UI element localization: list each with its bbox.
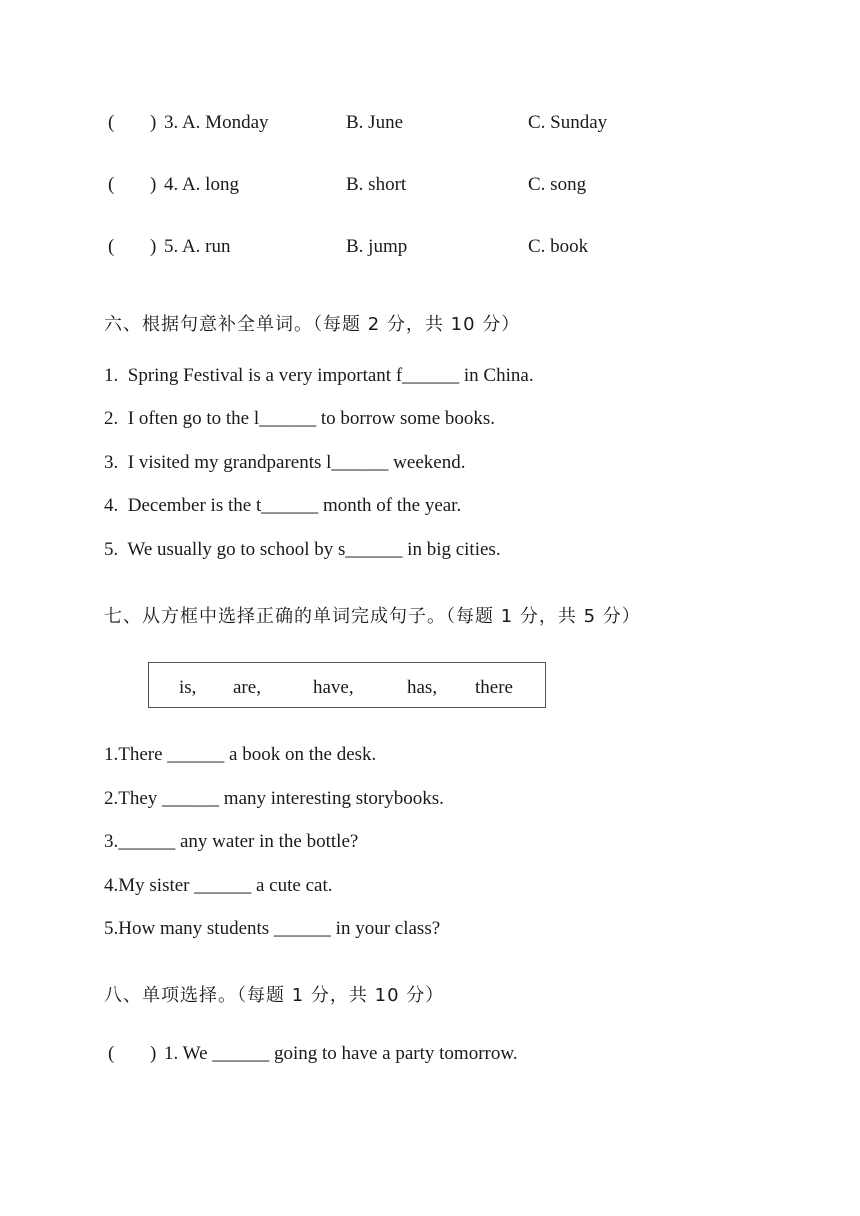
fill-word-item-4: 4. December is the t______ month of the year. <box>104 495 462 516</box>
question-number-option-a: 4. A. long <box>164 174 239 195</box>
answer-paren-open[interactable]: ( <box>108 174 115 195</box>
word-bank-item: is, <box>179 677 197 698</box>
word-bank-item: has, <box>407 677 438 698</box>
section-7-heading: 七、从方框中选择正确的单词完成句子。（每题 1 分，共 5 分） <box>104 606 641 627</box>
option-b: B. jump <box>346 236 408 257</box>
word-bank-item-1: 1.There ______ a book on the desk. <box>104 744 377 765</box>
answer-paren-open[interactable]: ( <box>108 112 115 133</box>
option-b: B. short <box>346 174 407 195</box>
answer-paren-close: ) <box>150 112 157 133</box>
option-c: C. song <box>528 174 587 195</box>
word-bank-item-4: 4.My sister ______ a cute cat. <box>104 875 333 896</box>
answer-paren-open[interactable]: ( <box>108 236 115 257</box>
option-b: B. June <box>346 112 403 133</box>
fill-word-item-2: 2. I often go to the l______ to borrow some books. <box>104 408 496 429</box>
option-c: C. book <box>528 236 589 257</box>
answer-paren-close: ) <box>150 174 157 195</box>
single-choice-question: 1. We ______ going to have a party tomorrow. <box>164 1043 518 1064</box>
answer-paren-close: ) <box>150 236 157 257</box>
word-bank-item-3: 3.______ any water in the bottle? <box>104 831 359 852</box>
question-number-option-a: 5. A. run <box>164 236 231 257</box>
fill-word-item-1: 1. Spring Festival is a very important f______ in China. <box>104 365 534 386</box>
word-bank-item: are, <box>233 677 261 698</box>
fill-word-item-5: 5. We usually go to school by s______ in big cities. <box>104 539 501 560</box>
section-8-heading: 八、单项选择。（每题 1 分，共 10 分） <box>104 985 445 1006</box>
word-bank-item: there <box>475 677 513 698</box>
question-number-option-a: 3. A. Monday <box>164 112 269 133</box>
section-6-heading: 六、根据句意补全单词。（每题 2 分，共 10 分） <box>104 314 521 335</box>
word-bank-item-5: 5.How many students ______ in your class? <box>104 918 441 939</box>
word-bank-item-2: 2.They ______ many interesting storybooks. <box>104 788 444 809</box>
fill-word-item-3: 3. I visited my grandparents l______ weekend. <box>104 452 466 473</box>
word-bank-item: have, <box>313 677 354 698</box>
answer-paren-open[interactable]: ( <box>108 1043 115 1064</box>
answer-paren-close: ) <box>150 1043 157 1064</box>
word-bank-box <box>148 662 546 708</box>
option-c: C. Sunday <box>528 112 608 133</box>
